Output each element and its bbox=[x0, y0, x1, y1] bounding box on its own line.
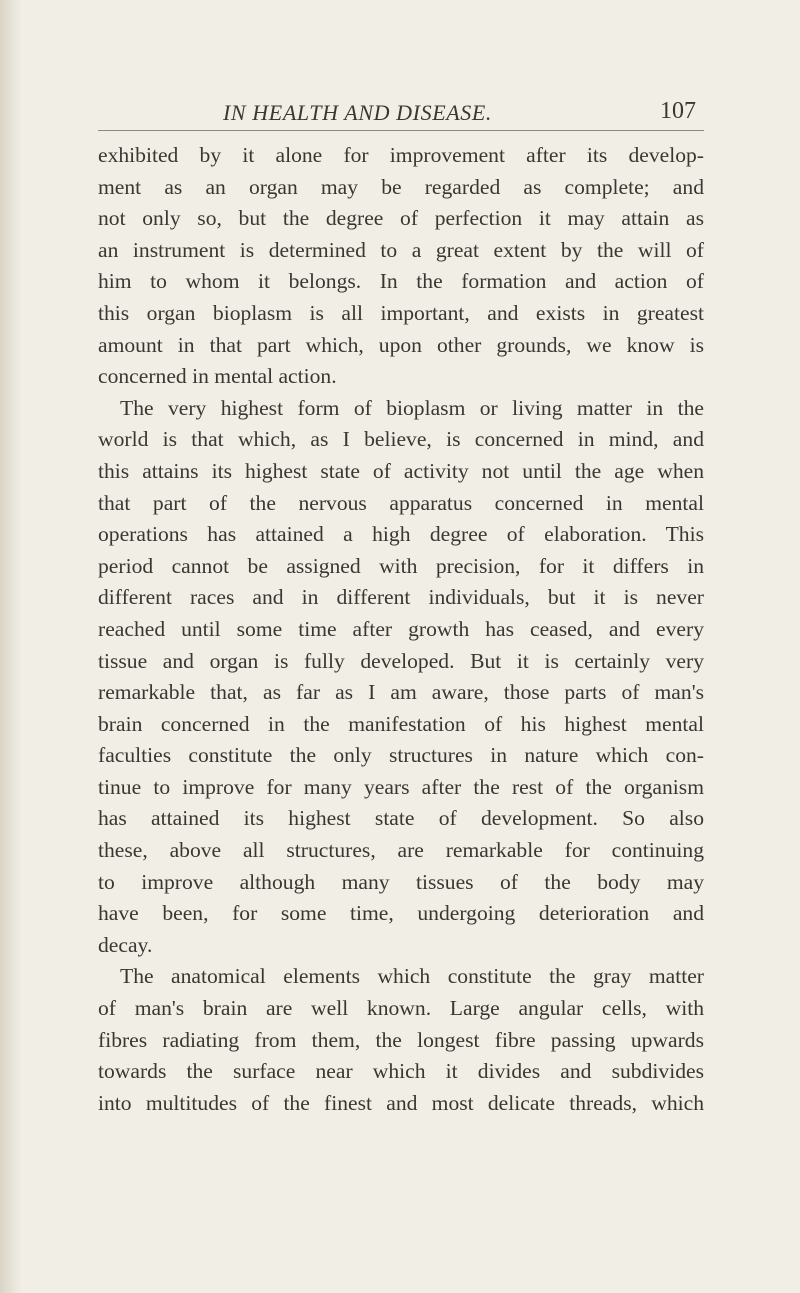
text-line: to improve although many tissues of the body may bbox=[98, 869, 704, 894]
page-header bbox=[98, 96, 704, 131]
text-line: this organ bioplasm is all important, and exists in greatest bbox=[98, 300, 704, 325]
text-line: fibres radiating from them, the longest fibre passing upwards bbox=[98, 1027, 704, 1052]
text-line: The very highest form of bioplasm or living matter in the bbox=[120, 395, 704, 420]
book-page bbox=[98, 96, 704, 1115]
text-line: amount in that part which, upon other grounds, we know is bbox=[98, 332, 704, 357]
text-line: that part of the nervous apparatus concerned in mental bbox=[98, 490, 704, 515]
text-line: this attains its highest state of activity not until the age when bbox=[98, 458, 704, 483]
text-line: towards the surface near which it divides and subdivides bbox=[98, 1059, 704, 1084]
text-line: of man's brain are well known. Large angular cells, with bbox=[98, 996, 704, 1021]
text-line: different races and in different individuals, but it is never bbox=[98, 585, 704, 610]
text-line: tinue to improve for many years after the rest of the organism bbox=[98, 774, 704, 799]
text-line: world is that which, as I believe, is concerned in mind, and bbox=[98, 427, 704, 452]
text-line: The anatomical elements which constitute the gray matter bbox=[120, 964, 704, 989]
text-line: concerned in mental action. bbox=[98, 364, 337, 389]
text-line: not only so, but the degree of perfection it may attain as bbox=[98, 206, 704, 231]
text-line: remarkable that, as far as I am aware, those parts of man's bbox=[98, 680, 704, 705]
page-binding-edge bbox=[0, 0, 22, 1293]
paragraph-1 bbox=[98, 140, 704, 393]
text-line: faculties constitute the only structures in nature which con- bbox=[98, 743, 704, 768]
paragraph-2 bbox=[98, 393, 704, 962]
text-line: brain concerned in the manifestation of his highest mental bbox=[98, 711, 704, 736]
text-line: exhibited by it alone for improvement after its develop- bbox=[98, 143, 704, 167]
text-line: these, above all structures, are remarkable for continuing bbox=[98, 838, 704, 863]
text-line: him to whom it belongs. In the formation and action of bbox=[98, 269, 704, 294]
text-line: operations has attained a high degree of elaboration. This bbox=[98, 522, 704, 547]
text-line: have been, for some time, undergoing deterioration and bbox=[98, 901, 704, 926]
running-head: IN HEALTH AND DISEASE. bbox=[223, 100, 493, 125]
text-line: tissue and organ is fully developed. But it is certainly very bbox=[98, 648, 704, 673]
text-line: ment as an organ may be regarded as complete; and bbox=[98, 174, 704, 199]
body-text bbox=[98, 140, 704, 1119]
paragraph-3 bbox=[98, 961, 704, 1119]
text-line: period cannot be assigned with precision, for it differs in bbox=[98, 553, 704, 578]
page-number: 107 bbox=[660, 98, 696, 124]
text-line: reached until some time after growth has ceased, and every bbox=[98, 616, 704, 641]
text-line: into multitudes of the finest and most delicate threads, which bbox=[98, 1090, 704, 1115]
text-line: decay. bbox=[98, 932, 153, 957]
text-line: an instrument is determined to a great extent by the will of bbox=[98, 237, 704, 262]
text-line: has attained its highest state of development. So also bbox=[98, 806, 704, 831]
